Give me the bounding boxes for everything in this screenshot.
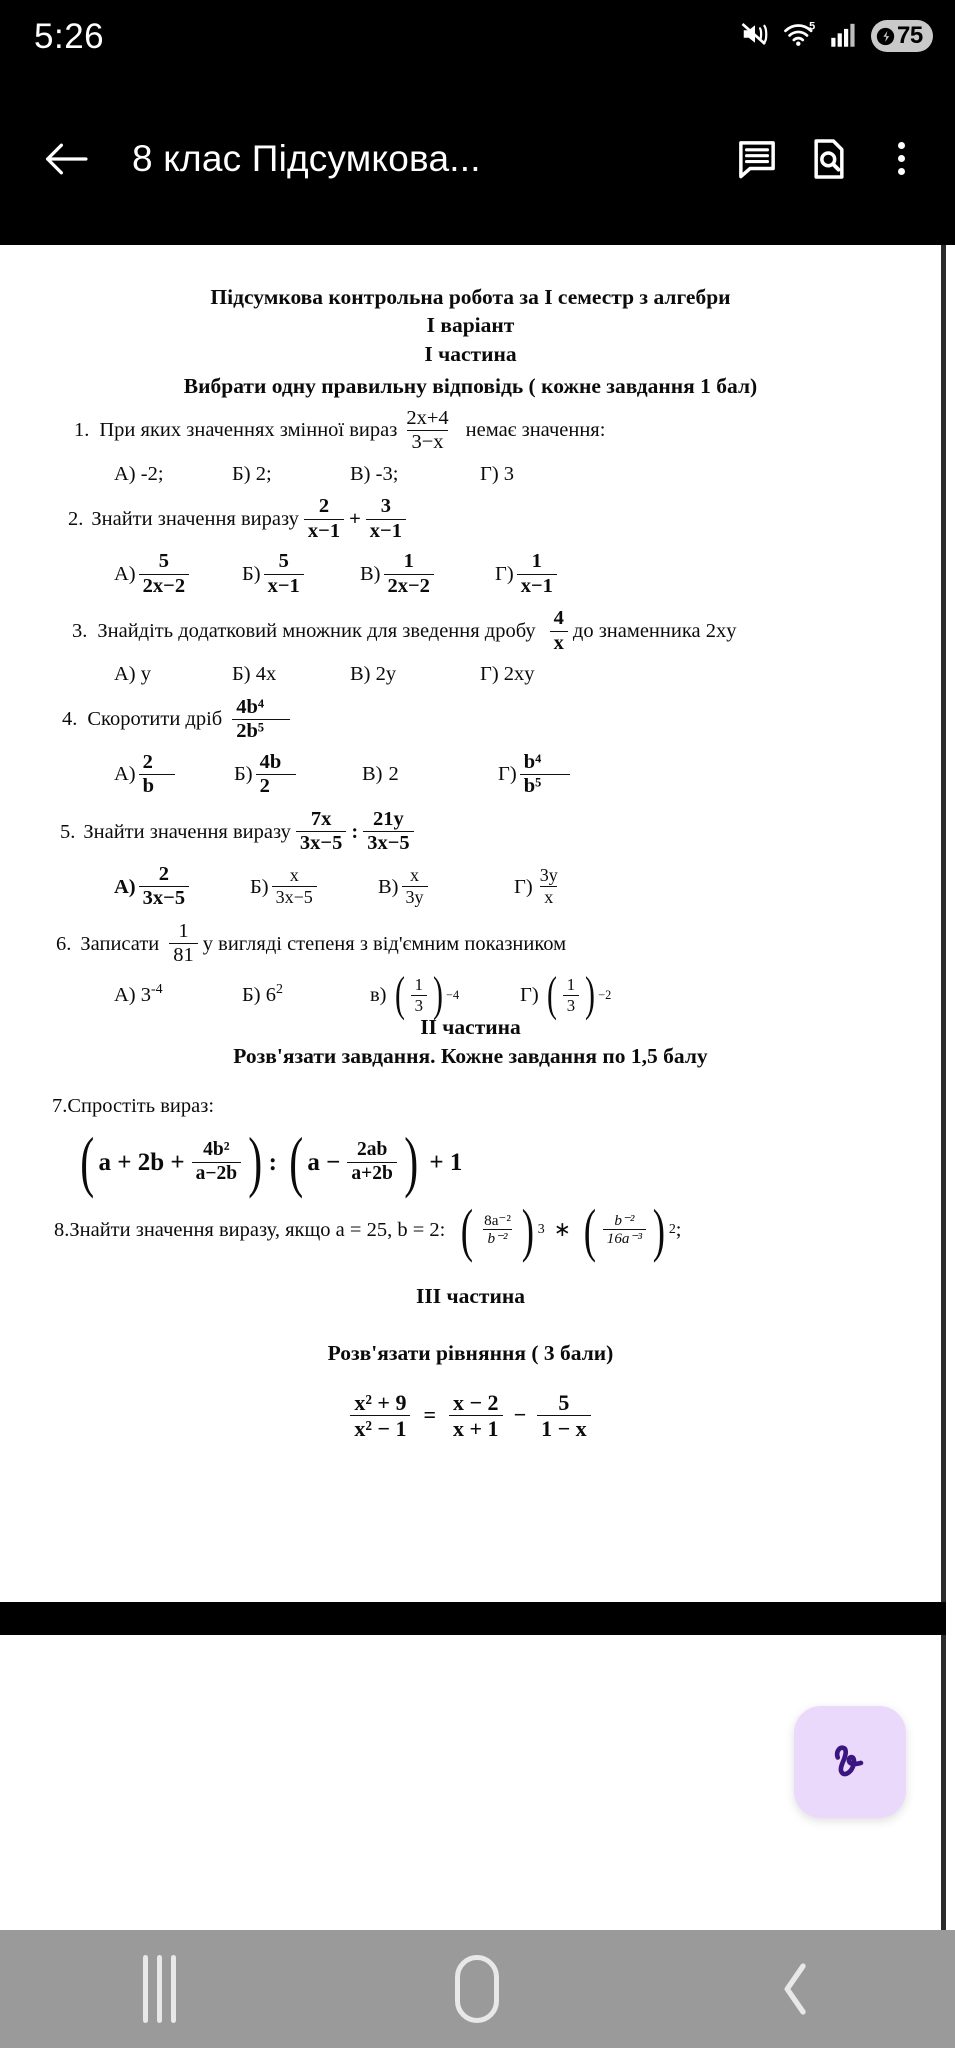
recents-button[interactable] [79, 1930, 239, 2048]
q2-term-1: $\frac{2}{x-1}$ [304, 496, 344, 542]
battery-glyph [876, 27, 895, 46]
wifi-icon [783, 19, 817, 54]
question-9-equation: $\frac{\text{x² + 9}}{\text{x² − 1}}$ = $\frac{x - 2}{x + 1}$ − $\frac{5}{1 - x}$ [52, 1391, 889, 1440]
svg-text:5: 5 [809, 20, 816, 33]
q2-number: 2. [68, 507, 84, 530]
page-separator [0, 1602, 946, 1635]
q6-option-b: Б) $6^2$ [242, 981, 283, 1006]
question-1 [52, 408, 889, 454]
q6-text-after: у вигляді степеня з від'ємним показником [202, 932, 567, 955]
q6-fraction: $\frac{1}{81}$ [169, 921, 198, 967]
question-3-options [52, 663, 889, 686]
q6-option-v: в) ( $\frac{1}{3}$ ) −4 [370, 967, 460, 1021]
q6-option-g: Г) ( $\frac{1}{3}$ ) −2 [520, 967, 612, 1021]
question-4 [52, 697, 889, 743]
q4-number: 4. [62, 708, 78, 731]
home-button[interactable] [397, 1930, 557, 2048]
q2-operator: + [349, 507, 361, 530]
q4-option-a: А) $\frac{2}{b}$ [114, 752, 234, 798]
status-bar [0, 0, 955, 72]
q6-text: Записати [80, 932, 160, 955]
q1-option-b: Б) 2; [232, 462, 272, 485]
doc-title-line-1: Підсумкова контрольна робота за I семестр з алгебри [210, 285, 731, 309]
back-button[interactable] [716, 1930, 876, 2048]
mute-vibrate-icon [740, 19, 770, 54]
q4-text: Скоротити дріб [87, 708, 223, 731]
q6-option-a: А) $3^{-4}$ [114, 981, 163, 1006]
q3-number: 3. [72, 619, 88, 642]
q5-option-b: Б) $\frac{x}{3x-5}$ [250, 866, 378, 907]
scribble-icon [819, 1731, 881, 1793]
q5-number: 5. [60, 820, 76, 843]
q5-text: Знайти значення виразу [83, 820, 291, 843]
q5-term-2: $\frac{21y}{3x-5}$ [363, 809, 413, 855]
part2-heading: II частина [420, 1015, 521, 1040]
q4-fraction: $\frac{\text{4b⁴}}{\text{2b⁵}}$ [232, 697, 290, 743]
document-viewport[interactable] [0, 245, 955, 1930]
document-page-1 [0, 245, 946, 1602]
q1-option-a: А) -2; [114, 462, 164, 485]
question-2 [52, 496, 889, 542]
q1-option-g: Г) 3 [480, 462, 515, 485]
q5-term-1: $\frac{7x}{3x-5}$ [296, 809, 346, 855]
question-4-options [52, 752, 889, 798]
q2-text: Знайти значення виразу [91, 507, 299, 530]
q2-option-g: Г) $\frac{1}{x-1}$ [495, 551, 560, 597]
part3-heading: III частина [416, 1284, 525, 1309]
q2-option-a: А) $\frac{5}{2x-2}$ [114, 551, 242, 597]
signal-icon [830, 20, 858, 53]
q7-label: 7.Спростіть вираз: [52, 1095, 215, 1118]
question-5 [52, 809, 889, 855]
q3-text-after: до знаменника 2xy [572, 619, 737, 642]
q1-option-v: В) -3; [350, 462, 399, 485]
home-icon [455, 1955, 499, 2023]
battery-level: 75 [897, 22, 923, 49]
back-chevron-icon [773, 1959, 819, 2019]
comment-icon[interactable] [721, 123, 793, 195]
q8-label: 8.Знайти значення виразу, якщо a = 25, b = 2: [54, 1218, 446, 1241]
question-6 [52, 921, 889, 967]
q2-option-b: Б) $\frac{5}{x-1}$ [242, 551, 360, 597]
handwriting-scribble-button[interactable] [794, 1706, 906, 1818]
app-bar [0, 72, 955, 245]
q6-number: 6. [56, 932, 72, 955]
q3-option-g: Г) 2xy [480, 663, 535, 686]
q4-option-b: Б) $\frac{4b}{2}$ [234, 752, 362, 798]
q3-option-v: В) 2y [350, 663, 397, 686]
question-2-options [52, 551, 889, 597]
q1-number: 1. [74, 419, 90, 442]
q2-option-v: В) $\frac{1}{2x-2}$ [360, 551, 495, 597]
q2-term-2: $\frac{3}{x-1}$ [366, 496, 406, 542]
document-title: 8 клас Підсумкова... [132, 137, 481, 179]
system-nav-bar [0, 1930, 955, 2048]
overflow-menu-icon[interactable] [865, 123, 937, 195]
question-8: 8.Знайти значення виразу, якщо a = 25, b = 2: ( $\frac{\text{8a⁻²}}{\text{b⁻²}}$ ) 3 ∗ ( $\frac{\text{b⁻²}}{\text{16a⁻³}}$ ) 2 ; [54, 1196, 682, 1263]
question-6-options [52, 967, 889, 1021]
status-clock: 5:26 [34, 16, 105, 56]
q5-option-g: Г) $\frac{3y}{x}$ [514, 865, 558, 908]
q3-text: Знайдіть додатковий множник для зведення дробу [97, 619, 536, 642]
q1-text-after: немає значення: [465, 419, 606, 442]
q4-option-g: Г) $\frac{\text{b⁴}}{\text{b⁵}}$ [498, 752, 573, 798]
q1-fraction: $\frac{2x+4}{3-x}$ [406, 406, 449, 454]
part2-instruction: Розв'язати завдання. Кожне завдання по 1,5 балу [233, 1043, 708, 1068]
q5-option-a: А) $\frac{2}{3x-5}$ [114, 864, 250, 910]
doc-title-line-2: I варіант [426, 313, 515, 338]
q5-operator: : [351, 820, 359, 843]
status-icon-group [740, 19, 933, 54]
question-1-options [52, 463, 889, 486]
q3-fraction: $\frac{4}{x}$ [550, 608, 568, 654]
question-5-options [52, 864, 889, 910]
part3-instruction: Розв'язати рівняння ( 3 бали) [327, 1341, 614, 1366]
battery-icon [871, 20, 933, 52]
q1-text: При яких значеннях змінної вираз [99, 419, 398, 442]
part1-instruction: Вибрати одну правильну відповідь ( кожне завдання 1 бал) [183, 374, 758, 399]
question-3 [52, 608, 889, 654]
q4-option-v: В) 2 [362, 763, 399, 786]
back-arrow-icon[interactable] [30, 123, 102, 195]
q5-option-v: В) $\frac{x}{3y}$ [378, 866, 514, 907]
search-document-icon[interactable] [793, 123, 865, 195]
question-7-expression: ( a + 2b + $\frac{\text{4b²}}{a-2b}$ ) : ( a − $\frac{2ab}{a+2b}$ ) + 1 [80, 1123, 463, 1199]
recents-icon [143, 1955, 176, 2023]
q3-option-a: А) y [114, 663, 152, 686]
doc-title-line-3: I частина [424, 341, 517, 366]
q3-option-b: Б) 4x [232, 663, 277, 686]
